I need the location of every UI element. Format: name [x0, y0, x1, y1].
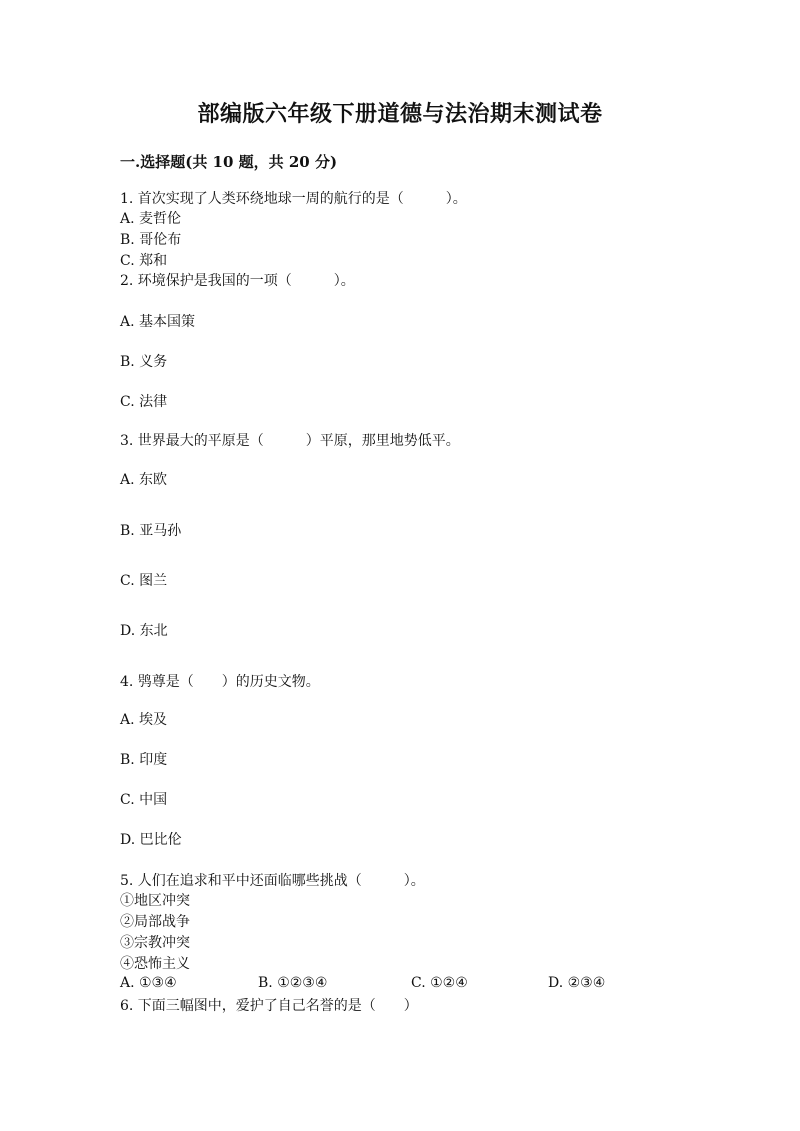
question-1-option-b: B. 哥伦布	[120, 232, 182, 248]
section-heading: 一.选择题(共 10 题，共 20 分)	[120, 153, 338, 171]
question-5-option-c: C. ①②④	[411, 975, 468, 991]
question-3-option-a: A. 东欧	[120, 472, 168, 488]
question-6-stem: 6. 下面三幅图中，爱护了自己名誉的是（ ）	[120, 998, 418, 1014]
question-5-statement-1: ①地区冲突	[120, 893, 190, 909]
question-1-stem: 1. 首次实现了人类环绕地球一周的航行的是（ ）。	[120, 191, 467, 207]
question-2-option-c: C. 法律	[120, 394, 168, 410]
question-4-option-c: C. 中国	[120, 792, 168, 808]
question-3-option-d: D. 东北	[120, 623, 168, 639]
question-5-option-d: D. ②③④	[548, 975, 606, 991]
question-5-option-b: B. ①②③④	[258, 975, 328, 991]
question-3-stem: 3. 世界最大的平原是（ ）平原，那里地势低平。	[120, 433, 460, 449]
question-1-option-a: A. 麦哲伦	[120, 211, 182, 227]
question-4-option-a: A. 埃及	[120, 712, 168, 728]
question-2-option-a: A. 基本国策	[120, 314, 196, 330]
question-1-option-c: C. 郑和	[120, 253, 168, 269]
question-5-statement-2: ②局部战争	[120, 914, 190, 930]
question-2-stem: 2. 环境保护是我国的一项（ ）。	[120, 273, 355, 289]
question-3-option-c: C. 图兰	[120, 573, 168, 589]
question-3-option-b: B. 亚马孙	[120, 523, 182, 539]
question-4-option-b: B. 印度	[120, 752, 168, 768]
question-5-stem: 5. 人们在追求和平中还面临哪些挑战（ ）。	[120, 873, 425, 889]
question-5-option-a: A. ①③④	[120, 975, 177, 991]
question-2-option-b: B. 义务	[120, 354, 168, 370]
question-5-statement-3: ③宗教冲突	[120, 935, 190, 951]
question-4-stem: 4. 鸮尊是（ ）的历史文物。	[120, 674, 320, 690]
question-5-statement-4: ④恐怖主义	[120, 956, 190, 972]
page-title: 部编版六年级下册道德与法治期末测试卷	[197, 101, 603, 127]
question-4-option-d: D. 巴比伦	[120, 832, 182, 848]
